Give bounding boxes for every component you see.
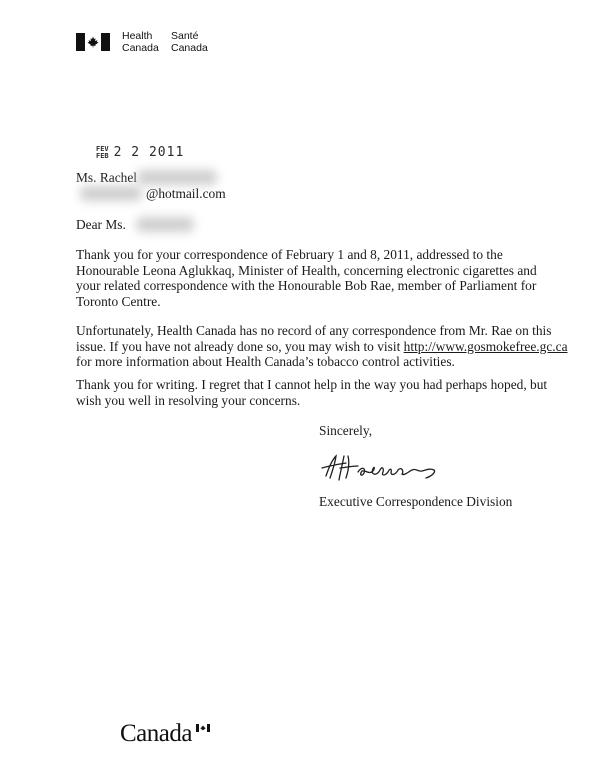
signature-icon bbox=[318, 446, 468, 488]
p1-line-4: Toronto Centre. bbox=[76, 293, 161, 309]
body-paragraph-2 bbox=[76, 323, 568, 370]
wordmark-maple-leaf-icon bbox=[200, 725, 206, 731]
canada-wordmark: Canada bbox=[120, 720, 192, 747]
body-paragraph-1 bbox=[76, 247, 556, 309]
p2-line-2-text: issue. If you have not already done so, you may wish to visit bbox=[76, 338, 404, 354]
dept-name-english bbox=[122, 30, 159, 54]
recipient-email: @hotmail.com bbox=[146, 186, 226, 201]
canada-flag-icon bbox=[76, 33, 110, 51]
recipient-name: Ms. Rachel bbox=[76, 170, 137, 185]
p1-line-1: Thank you for your correspondence of February 1 and 8, 2011, addressed to the bbox=[76, 247, 503, 262]
salutation: Dear Ms. bbox=[76, 217, 126, 232]
p2-line-2 bbox=[76, 338, 568, 355]
stamp-month bbox=[96, 146, 109, 160]
p1-line-3: your related correspondence with the Honourable Bob Rae, member of Parliament for bbox=[76, 278, 537, 293]
stamp-month-fr: FEV bbox=[96, 145, 109, 153]
dept-name-french bbox=[171, 30, 208, 54]
p2-line-3: for more information about Health Canada’s tobacco control activities. bbox=[76, 354, 455, 369]
p2-line-1: Unfortunately, Health Canada has no record of any correspondence from Mr. Rae on this bbox=[76, 323, 552, 338]
dept-fr-line1: Santé bbox=[171, 30, 199, 42]
wordmark-flag-icon bbox=[196, 724, 210, 732]
p3-line-1: Thank you for writing. I regret that I cannot help in the way you had perhaps hoped, but bbox=[76, 377, 548, 392]
gosmokefree-link[interactable]: http://www.gosmokefree.gc.ca bbox=[403, 338, 568, 354]
redacted-salutation-name bbox=[136, 217, 194, 232]
closing-division: Executive Correspondence Division bbox=[319, 494, 513, 509]
stamp-day-year: 2 2 2011 bbox=[113, 145, 185, 160]
redacted-surname bbox=[137, 170, 217, 185]
maple-leaf-icon bbox=[87, 36, 99, 48]
closing-sincerely: Sincerely, bbox=[319, 423, 373, 438]
redacted-email-user bbox=[80, 186, 142, 201]
p3-line-2: wish you well in resolving your concerns. bbox=[76, 392, 301, 408]
dept-en-line2: Canada bbox=[122, 42, 159, 54]
date-stamp bbox=[96, 146, 184, 160]
stamp-month-en: FEB bbox=[96, 152, 109, 160]
dept-en-line1: Health bbox=[122, 30, 153, 42]
body-paragraph-3 bbox=[76, 377, 556, 408]
p1-line-2: Honourable Leona Aglukkaq, Minister of Health, concerning electronic cigarettes and bbox=[76, 262, 537, 278]
dept-fr-line2: Canada bbox=[171, 42, 208, 54]
